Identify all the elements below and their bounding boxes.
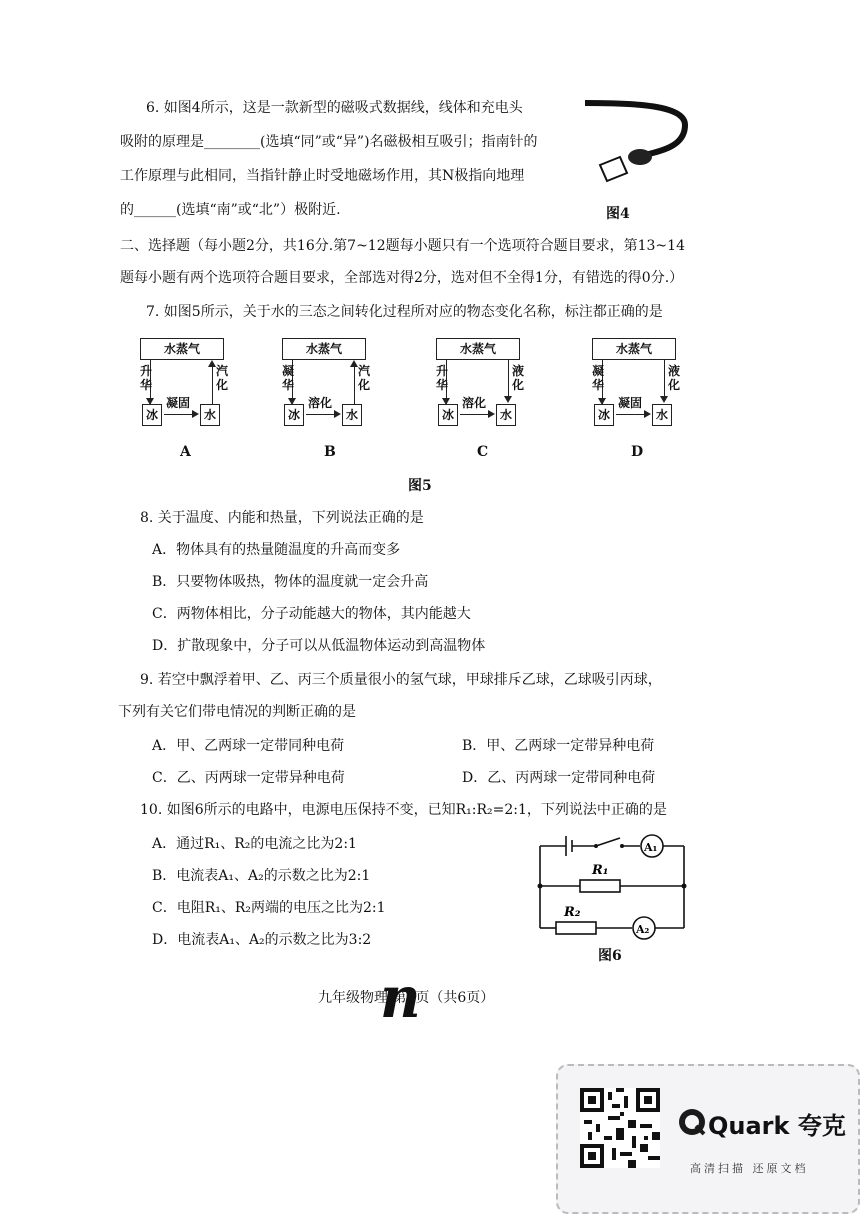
q10-option-c: C．电阻R₁、R₂两端的电压之比为2:1 bbox=[152, 900, 386, 916]
box-water: 水 bbox=[496, 404, 516, 426]
quark-watermark bbox=[556, 1064, 860, 1214]
diagram-top-box: 水蒸气 bbox=[282, 338, 366, 360]
q9-option-d: D．乙、丙两球一定带同种电荷 bbox=[462, 770, 656, 786]
section2-line2: 题每小题有两个选项符合题目要求，全部选对得2分，选对但不全得1分，有错选的得0分.） bbox=[120, 270, 684, 286]
figure-6-label: 图6 bbox=[598, 948, 622, 964]
q10-option-b: B．电流表A₁、A₂的示数之比为2:1 bbox=[152, 868, 371, 884]
diagram-a bbox=[140, 338, 250, 438]
q10-option-d: D．电流表A₁、A₂的示数之比为3:2 bbox=[152, 932, 372, 948]
bottom-label: 凝固 bbox=[618, 396, 643, 410]
q6-line2: 吸附的原理是________(选填“同”或“异”)名磁极相互吸引；指南针的 bbox=[120, 134, 538, 150]
box-water: 水 bbox=[652, 404, 672, 426]
q10-option-a: A．通过R₁、R₂的电流之比为2:1 bbox=[152, 836, 357, 852]
bottom-label: 溶化 bbox=[308, 396, 333, 410]
ammeter-a2-label: A₂ bbox=[636, 923, 650, 936]
diagram-d bbox=[592, 338, 702, 438]
q9-option-b: B．甲、乙两球一定带异种电荷 bbox=[462, 738, 655, 754]
r2-label: R₂ bbox=[564, 905, 581, 920]
figure-5-label: 图5 bbox=[408, 478, 432, 494]
box-ice: 冰 bbox=[594, 404, 614, 426]
qr-code-icon bbox=[580, 1088, 660, 1168]
box-water: 水 bbox=[200, 404, 220, 426]
diagram-b-letter: B bbox=[324, 444, 336, 460]
section2-line1: 二、选择题（每小题2分，共16分.第7~12题每小题只有一个选项符合题目要求，第13~14 bbox=[120, 238, 685, 254]
box-ice: 冰 bbox=[438, 404, 458, 426]
q6-line4: 的______(选填“南”或“北”）极附近. bbox=[120, 202, 341, 218]
q8-option-b: B．只要物体吸热，物体的温度就一定会升高 bbox=[152, 574, 429, 590]
bottom-label: 溶化 bbox=[462, 396, 487, 410]
r1-label: R₁ bbox=[592, 863, 609, 878]
diagram-d-letter: D bbox=[631, 444, 644, 460]
diagram-top-box: 水蒸气 bbox=[436, 338, 520, 360]
left-label: 凝华 bbox=[282, 364, 295, 392]
page-footer: 九年级物理 第2页（共6页） bbox=[318, 990, 495, 1006]
diagram-c-letter: C bbox=[477, 444, 489, 460]
right-label: 汽化 bbox=[358, 364, 371, 392]
ammeter-a1-label: A₁ bbox=[644, 841, 658, 854]
quark-logo-icon bbox=[678, 1108, 706, 1136]
q8-stem: 8. 关于温度、内能和热量，下列说法正确的是 bbox=[140, 510, 424, 526]
box-ice: 冰 bbox=[284, 404, 304, 426]
q8-option-c: C．两物体相比，分子动能越大的物体，其内能越大 bbox=[152, 606, 471, 622]
q9-stem-line1: 9. 若空中飘浮着甲、乙、丙三个质量很小的氢气球，甲球排斥乙球，乙球吸引丙球， bbox=[140, 672, 662, 688]
left-label: 凝华 bbox=[592, 364, 605, 392]
right-label: 液化 bbox=[512, 364, 525, 392]
figure-4-cable bbox=[585, 95, 695, 195]
quark-brand: Quark 夸克 bbox=[708, 1112, 846, 1140]
q6-line3: 工作原理与此相同，当指针静止时受地磁场作用，其N极指向地理 bbox=[120, 168, 525, 184]
q8-option-d: D．扩散现象中，分子可以从低温物体运动到高温物体 bbox=[152, 638, 486, 654]
scribble-mark: n bbox=[380, 965, 421, 1031]
figure-6-circuit bbox=[534, 828, 694, 948]
box-ice: 冰 bbox=[142, 404, 162, 426]
q6-line1: 6. 如图4所示，这是一款新型的磁吸式数据线，线体和充电头 bbox=[146, 100, 523, 116]
box-water: 水 bbox=[342, 404, 362, 426]
diagram-top-box: 水蒸气 bbox=[140, 338, 224, 360]
bottom-label: 凝固 bbox=[166, 396, 191, 410]
right-label: 液化 bbox=[668, 364, 681, 392]
diagram-top-box: 水蒸气 bbox=[592, 338, 676, 360]
left-label: 升华 bbox=[436, 364, 449, 392]
q10-stem: 10. 如图6所示的电路中，电源电压保持不变，已知R₁:R₂=2:1，下列说法中正确的是 bbox=[140, 802, 667, 818]
q8-option-a: A．物体具有的热量随温度的升高而变多 bbox=[152, 542, 401, 558]
quark-tagline: 高清扫描 还原文档 bbox=[690, 1162, 809, 1175]
figure-4-label: 图4 bbox=[606, 206, 630, 222]
diagram-b bbox=[282, 338, 392, 438]
left-label: 升华 bbox=[140, 364, 153, 392]
q9-stem-line2: 下列有关它们带电情况的判断正确的是 bbox=[118, 704, 356, 720]
q9-option-c: C．乙、丙两球一定带异种电荷 bbox=[152, 770, 345, 786]
q9-option-a: A．甲、乙两球一定带同种电荷 bbox=[152, 738, 345, 754]
q7-stem: 7. 如图5所示，关于水的三态之间转化过程所对应的物态变化名称，标注都正确的是 bbox=[146, 304, 663, 320]
right-label: 汽化 bbox=[216, 364, 229, 392]
diagram-a-letter: A bbox=[180, 444, 191, 460]
diagram-c bbox=[436, 338, 546, 438]
